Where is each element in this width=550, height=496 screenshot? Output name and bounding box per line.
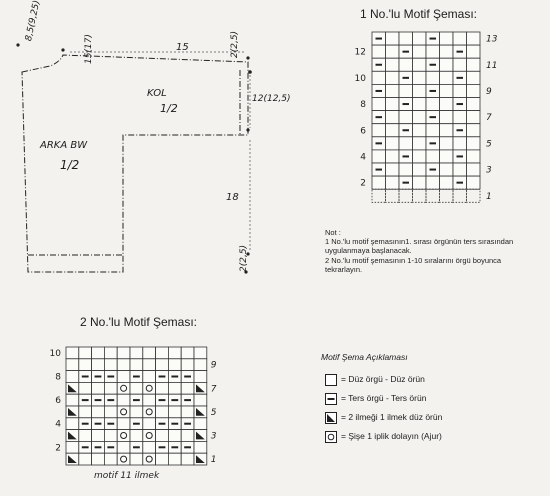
chart2-cell [66, 371, 79, 383]
back-fraction: 1/2 [60, 158, 80, 172]
note-line-3: 2 No.'lu motif şemasının 1-10 sıralarını örgü boyunca [325, 255, 502, 265]
purl-symbol [403, 129, 410, 131]
chart2-cell [194, 441, 207, 453]
chart2-cell [181, 359, 194, 371]
chart2-cell [143, 418, 156, 430]
chart2-row-number: 5 [210, 407, 217, 418]
purl-symbol [376, 64, 383, 66]
chart2-cell [117, 382, 130, 394]
purl-symbol [159, 399, 166, 401]
chart1-row-number: 4 [360, 152, 366, 163]
purl-symbol [107, 423, 114, 425]
purl-symbol [457, 51, 464, 53]
legend-item-text: = 2 ilmeği 1 ilmek düz örün [341, 411, 443, 422]
chart2-footer: motif 11 ilmek [94, 471, 160, 481]
chart1-row-number: 8 [360, 100, 366, 111]
chart2-cell [130, 406, 143, 418]
chart2-cell [104, 382, 117, 394]
chart1-cell [386, 98, 400, 111]
purl-symbol [133, 376, 140, 378]
chart1-cell [386, 163, 400, 176]
chart1-cell [453, 137, 467, 150]
chart1-title: 1 No.'lu Motif Şeması: [360, 7, 477, 21]
chart2-cell [156, 347, 169, 359]
chart1-cell [386, 71, 400, 84]
chart2-cell [92, 453, 105, 465]
chart2-cell [143, 371, 156, 383]
chart2-cell [92, 406, 105, 418]
dim-top: 2(2,5) [230, 30, 240, 58]
chart2-cell [92, 430, 105, 442]
purl-symbol [95, 423, 102, 425]
chart2-row-number: 3 [210, 431, 217, 442]
chart1-cell [426, 176, 440, 189]
chart2-row-number: 7 [210, 384, 217, 395]
purl-symbol [403, 51, 410, 53]
chart1-cell [467, 189, 481, 202]
chart1-cell [440, 189, 454, 202]
chart1-row-number: 7 [486, 113, 492, 124]
purl-symbol [403, 182, 410, 184]
chart2-cell [79, 406, 92, 418]
purl-symbol [430, 142, 437, 144]
chart2-cell [117, 371, 130, 383]
chart1-cell [386, 189, 400, 202]
purl-symbol [82, 423, 89, 425]
chart2-cell [79, 453, 92, 465]
chart2-cell [104, 359, 117, 371]
chart1-row-number: 10 [354, 73, 366, 84]
chart1-cell [453, 58, 467, 71]
chart2-cell [130, 430, 143, 442]
chart1-row-number: 6 [360, 126, 366, 137]
chart1-cell [413, 71, 427, 84]
chart1-cell [467, 32, 481, 45]
chart2-cell [92, 382, 105, 394]
chart1-cell [386, 124, 400, 137]
chart1-cell [386, 84, 400, 97]
legend-item-text: = Şişe 1 iplik dolayın (Ajur) [341, 430, 442, 441]
chart2-cell [66, 418, 79, 430]
purl-symbol [171, 423, 178, 425]
chart2-cell [117, 359, 130, 371]
note-line-4: tekrarlayın. [325, 264, 363, 274]
chart2-cell [117, 453, 130, 465]
note-line-2: uygulanmaya başlanacak. [325, 246, 412, 256]
chart1-cell [453, 163, 467, 176]
purl-symbol [376, 90, 383, 92]
chart1-cell [440, 124, 454, 137]
sleeve-label: KOL [147, 88, 167, 99]
chart2-row-number: 1 [210, 455, 217, 466]
chart1-cell [413, 150, 427, 163]
chart2-cell [117, 406, 130, 418]
chart2-cell [117, 347, 130, 359]
chart1-cell [413, 124, 427, 137]
knit-square-icon [325, 373, 337, 385]
purl-symbol [376, 38, 383, 40]
dim-body: 18 [226, 192, 239, 203]
chart1-row-number: 13 [486, 34, 498, 45]
purl-symbol [184, 446, 191, 448]
chart2-cell [143, 382, 156, 394]
chart2-cell [104, 347, 117, 359]
chart2-cell [156, 430, 169, 442]
purl-symbol [430, 64, 437, 66]
chart1-grid [340, 25, 520, 205]
chart1-cell [440, 45, 454, 58]
chart1-cell [399, 137, 413, 150]
chart2-cell [92, 359, 105, 371]
purl-symbol [457, 182, 464, 184]
chart1-cell [372, 71, 386, 84]
chart2-row-number: 8 [55, 372, 61, 383]
dim-sleeve-width: 15 [176, 42, 189, 53]
chart2-cell [66, 359, 79, 371]
chart1-cell [372, 150, 386, 163]
purl-symbol [376, 169, 383, 171]
purl-symbol [95, 446, 102, 448]
purl-symbol [159, 423, 166, 425]
purl-symbol [171, 399, 178, 401]
note-title: Not : [325, 228, 341, 237]
chart1-cell [386, 45, 400, 58]
chart1-cell [399, 84, 413, 97]
chart1-cell [372, 124, 386, 137]
purl-symbol [82, 399, 89, 401]
purl-symbol [376, 116, 383, 118]
dim-shoulder: 8,5(9,25) [24, 0, 43, 43]
chart1-cell [426, 124, 440, 137]
legend-item-text: = Düz örgü - Düz örün [341, 373, 425, 384]
legend-item-text: = Ters örgü - Ters örün [341, 392, 427, 403]
chart1-cell [413, 189, 427, 202]
chart1-cell [413, 137, 427, 150]
chart1-cell [467, 124, 481, 137]
purl-symbol [95, 399, 102, 401]
chart2-cell [181, 382, 194, 394]
chart2-cell [143, 430, 156, 442]
purl-symbol [95, 376, 102, 378]
chart2-cell [168, 382, 181, 394]
chart2-cell [156, 406, 169, 418]
chart2-cell [181, 406, 194, 418]
purl-symbol [430, 90, 437, 92]
chart1-cell [399, 189, 413, 202]
chart1-cell [426, 98, 440, 111]
chart2-cell [143, 406, 156, 418]
chart1-cell [399, 163, 413, 176]
purl-symbol [133, 399, 140, 401]
chart1-row-number: 12 [354, 47, 366, 58]
chart1-cell [453, 111, 467, 124]
purl-symbol [107, 446, 114, 448]
chart1-cell [386, 176, 400, 189]
chart1-cell [399, 111, 413, 124]
chart1-cell [413, 32, 427, 45]
purl-symbol [376, 142, 383, 144]
chart2-cell [130, 382, 143, 394]
chart1-cell [440, 137, 454, 150]
legend-item [325, 388, 442, 407]
purl-symbol [133, 446, 140, 448]
chart1-cell [467, 98, 481, 111]
chart1-cell [467, 163, 481, 176]
chart1-cell [386, 32, 400, 45]
chart2-cell [194, 359, 207, 371]
purl-symbol [107, 399, 114, 401]
chart1-cell [426, 150, 440, 163]
chart1-cell [386, 58, 400, 71]
chart2-cell [168, 453, 181, 465]
chart2-grid [50, 340, 230, 490]
chart1-cell [440, 84, 454, 97]
dim-neck: 15(17) [84, 34, 94, 64]
chart1-cell [413, 84, 427, 97]
chart1-cell [467, 45, 481, 58]
chart2-row-number: 4 [55, 419, 61, 430]
chart2-cell [181, 347, 194, 359]
chart1-cell [467, 176, 481, 189]
chart1-cell [372, 45, 386, 58]
purl-symbol [184, 376, 191, 378]
chart2-cell [143, 359, 156, 371]
chart2-cell [92, 347, 105, 359]
chart2-cell [194, 418, 207, 430]
chart1-cell [372, 189, 386, 202]
chart2-cell [194, 394, 207, 406]
purl-symbol [82, 376, 89, 378]
chart2-cell [79, 347, 92, 359]
chart2-cell [66, 441, 79, 453]
chart2-cell [181, 430, 194, 442]
chart1-cell [413, 45, 427, 58]
chart1-cell [413, 98, 427, 111]
legend-item [325, 369, 442, 388]
chart2-cell [156, 453, 169, 465]
chart2-cell [168, 430, 181, 442]
purl-symbol [430, 116, 437, 118]
chart1-cell [467, 150, 481, 163]
legend-title: Motif Şema Açıklaması [321, 352, 408, 362]
chart2-cell [130, 453, 143, 465]
chart1-cell [413, 58, 427, 71]
garment-outline [22, 55, 248, 272]
chart1-cell [440, 163, 454, 176]
chart2-cell [143, 394, 156, 406]
dim-hem: 2(2,5) [239, 244, 249, 272]
chart1-cell [467, 71, 481, 84]
chart2-cell [130, 359, 143, 371]
chart2-row-number: 10 [50, 348, 61, 359]
chart2-cell [168, 406, 181, 418]
chart2-cell [156, 359, 169, 371]
chart2-cell [143, 441, 156, 453]
dim-sleeve-depth: 12(12,5) [252, 94, 291, 104]
chart2-cell [79, 382, 92, 394]
chart2-cell [194, 406, 207, 418]
legend-list [325, 369, 442, 445]
chart1-cell [386, 137, 400, 150]
chart2-cell [181, 453, 194, 465]
chart2-cell [194, 382, 207, 394]
purl-symbol [159, 446, 166, 448]
purl-symbol [133, 423, 140, 425]
purl-symbol [171, 446, 178, 448]
chart2-cell [66, 347, 79, 359]
chart1-row-number: 9 [486, 86, 492, 97]
chart1-cell [426, 45, 440, 58]
chart2-row-number: 2 [55, 443, 61, 454]
purl-symbol [82, 446, 89, 448]
chart1-cell [440, 150, 454, 163]
sleeve-fraction: 1/2 [160, 102, 178, 115]
chart2-row-number: 9 [210, 360, 217, 371]
k2tog-square-icon [325, 411, 337, 423]
purl-symbol [457, 129, 464, 131]
chart1-cell [453, 189, 467, 202]
chart2-cell [117, 430, 130, 442]
chart2-cell [104, 406, 117, 418]
chart2-cell [117, 441, 130, 453]
chart1-cell [467, 58, 481, 71]
chart1-cell [372, 98, 386, 111]
back-label: ARKA BW [40, 140, 88, 151]
legend-item [325, 407, 442, 426]
chart2-cell [104, 453, 117, 465]
purl-symbol [430, 169, 437, 171]
purl-symbol [403, 77, 410, 79]
chart2-title: 2 No.'lu Motif Şeması: [80, 315, 197, 329]
chart1-cell [440, 58, 454, 71]
chart2-cell [117, 394, 130, 406]
chart1-cell [440, 111, 454, 124]
chart2-cell [66, 406, 79, 418]
chart1-row-number: 1 [486, 191, 492, 202]
chart2-cell [168, 359, 181, 371]
note-line-1: 1 No.'lu motif şemasının1. sırası örgünün ters sırasından [325, 237, 514, 247]
chart2-cell [194, 371, 207, 383]
chart1-cell [386, 111, 400, 124]
chart1-cell [399, 58, 413, 71]
chart2-cell [66, 394, 79, 406]
chart1-row-number: 3 [486, 165, 492, 176]
purl-symbol [107, 376, 114, 378]
purl-symbol [403, 103, 410, 105]
chart1-cell [440, 176, 454, 189]
purl-symbol [430, 38, 437, 40]
note-block [325, 228, 545, 274]
chart1-cell [372, 176, 386, 189]
chart1-cell [440, 32, 454, 45]
purl-symbol [184, 399, 191, 401]
chart2-cell [194, 347, 207, 359]
purl-symbol [403, 155, 410, 157]
purl-symbol [159, 376, 166, 378]
chart1-cell [413, 111, 427, 124]
chart1-cell [426, 189, 440, 202]
purl-symbol [457, 155, 464, 157]
chart1-cell [467, 111, 481, 124]
chart2-cell [104, 430, 117, 442]
chart1-cell [386, 150, 400, 163]
chart2-cell [143, 347, 156, 359]
chart2-row-number: 6 [55, 396, 61, 407]
purl-symbol [457, 77, 464, 79]
chart1-cell [399, 32, 413, 45]
chart2-cell [79, 430, 92, 442]
chart1-cell [440, 71, 454, 84]
purl-square-icon [325, 392, 337, 404]
chart1-cell [467, 84, 481, 97]
chart2-cell [117, 418, 130, 430]
chart1-cell [426, 71, 440, 84]
legend-item [325, 426, 442, 445]
chart2-cell [143, 453, 156, 465]
chart2-cell [156, 382, 169, 394]
chart1-row-number: 11 [486, 60, 498, 71]
chart1-row-number: 5 [486, 139, 492, 150]
purl-symbol [457, 103, 464, 105]
chart1-cell [467, 137, 481, 150]
chart1-cell [413, 163, 427, 176]
chart1-cell [453, 84, 467, 97]
chart2-cell [130, 347, 143, 359]
chart1-row-number: 2 [360, 178, 366, 189]
chart1-cell [440, 98, 454, 111]
purl-symbol [184, 423, 191, 425]
chart2-cell [66, 382, 79, 394]
chart2-cell [66, 430, 79, 442]
chart1-cell [453, 32, 467, 45]
purl-symbol [171, 376, 178, 378]
chart2-cell [79, 359, 92, 371]
yarn-over-square-icon [325, 430, 337, 442]
chart1-cell [413, 176, 427, 189]
chart2-cell [168, 347, 181, 359]
